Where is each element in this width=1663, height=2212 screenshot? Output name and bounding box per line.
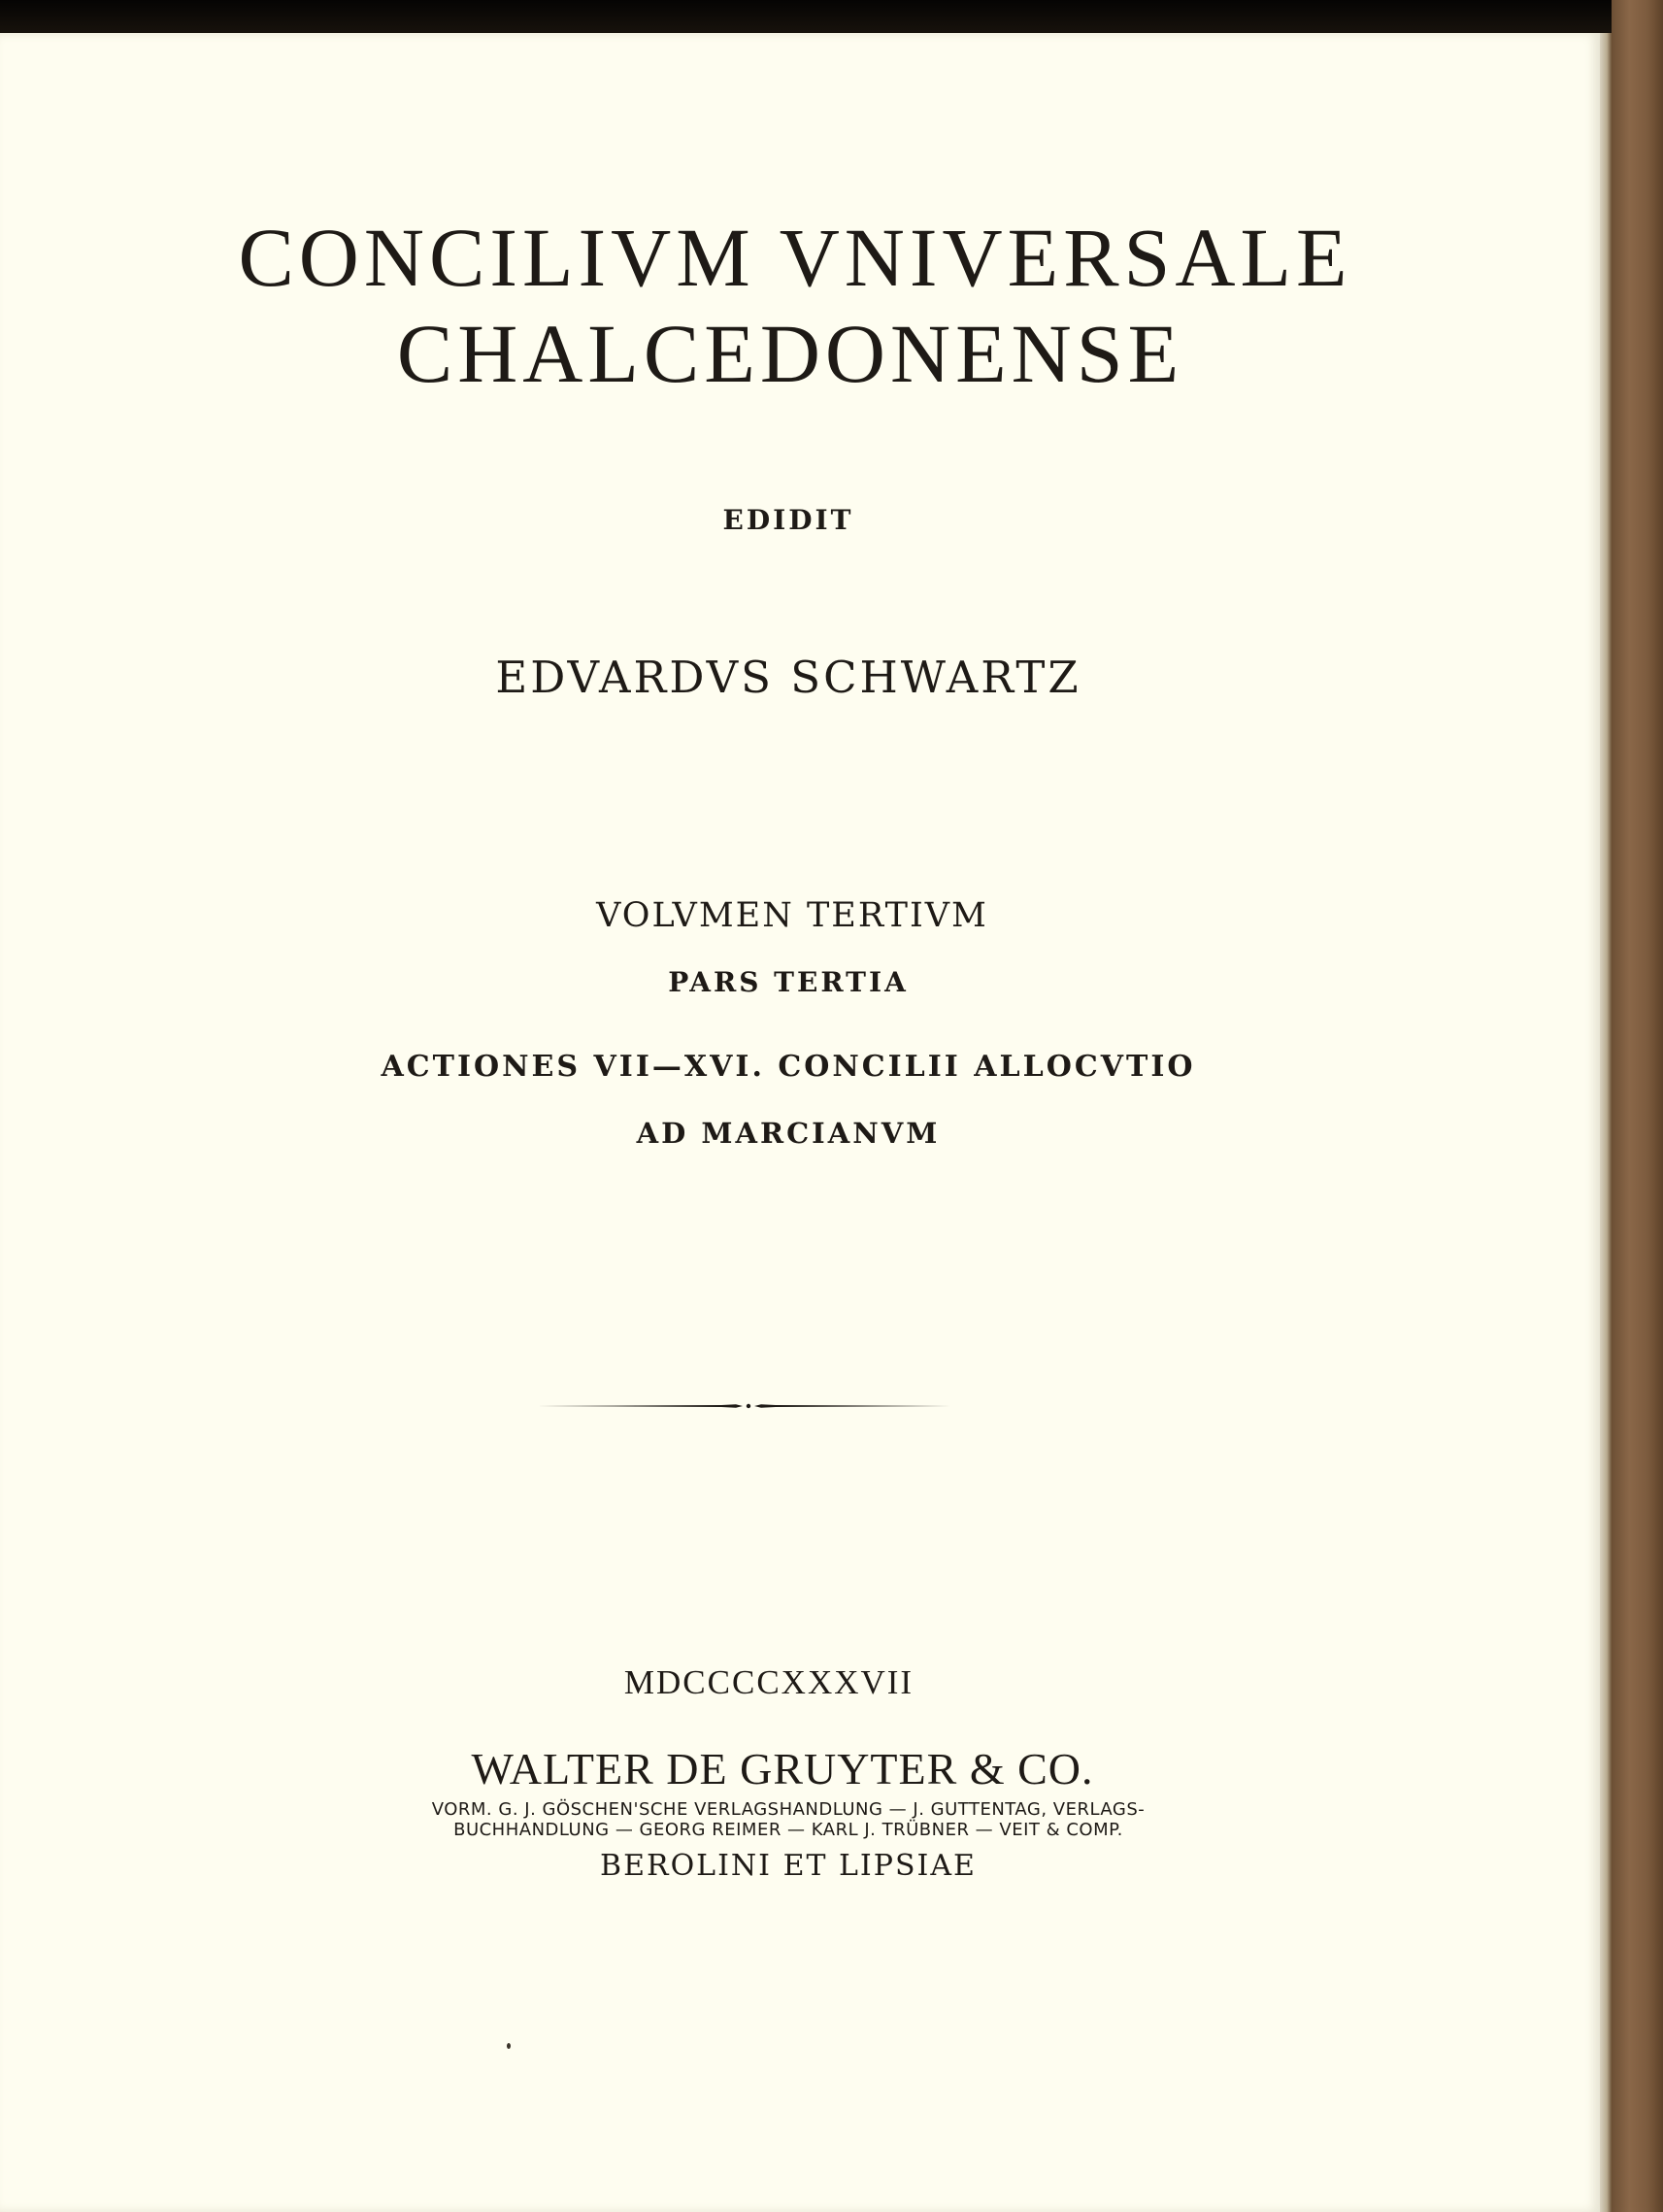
scan-top-edge	[0, 0, 1663, 33]
contents-line-1: ACTIONES VII—XVI. CONCILII ALLOCVTIO	[381, 1050, 1196, 1084]
page-edge	[1600, 33, 1612, 2212]
publication-year: MDCCCCXXXVII	[623, 1663, 915, 1701]
contents-line-2: AD MARCIANVM	[636, 1117, 941, 1150]
imprint-line-1: VORM. G. J. GÖSCHEN'SCHE VERLAGSHANDLUNG — J. GUTTENTAG, VERLAGS-	[431, 1799, 1146, 1820]
title-line-2: CHALCEDONENSE	[396, 307, 1184, 400]
editor-name: EDVARDVS SCHWARTZ	[495, 652, 1081, 703]
book-cover-edge	[1612, 0, 1663, 2212]
publication-place: BEROLINI ET LIPSIAE	[600, 1849, 977, 1883]
ink-speck	[507, 2043, 511, 2049]
part-label: PARS TERTIA	[668, 966, 909, 998]
volume-label: VOLVMEN TERTIVM	[596, 896, 988, 935]
ornamental-rule	[537, 1401, 950, 1411]
edidit-label: EDIDIT	[722, 504, 854, 536]
imprint-line-2: BUCHHANDLUNG — GEORG REIMER — KARL J. TRÜBNER — VEIT & COMP.	[453, 1820, 1123, 1840]
publisher-name: WALTER DE GRUYTER & CO.	[471, 1744, 1094, 1793]
title-line-1: CONCILIVM VNIVERSALE	[238, 211, 1352, 304]
